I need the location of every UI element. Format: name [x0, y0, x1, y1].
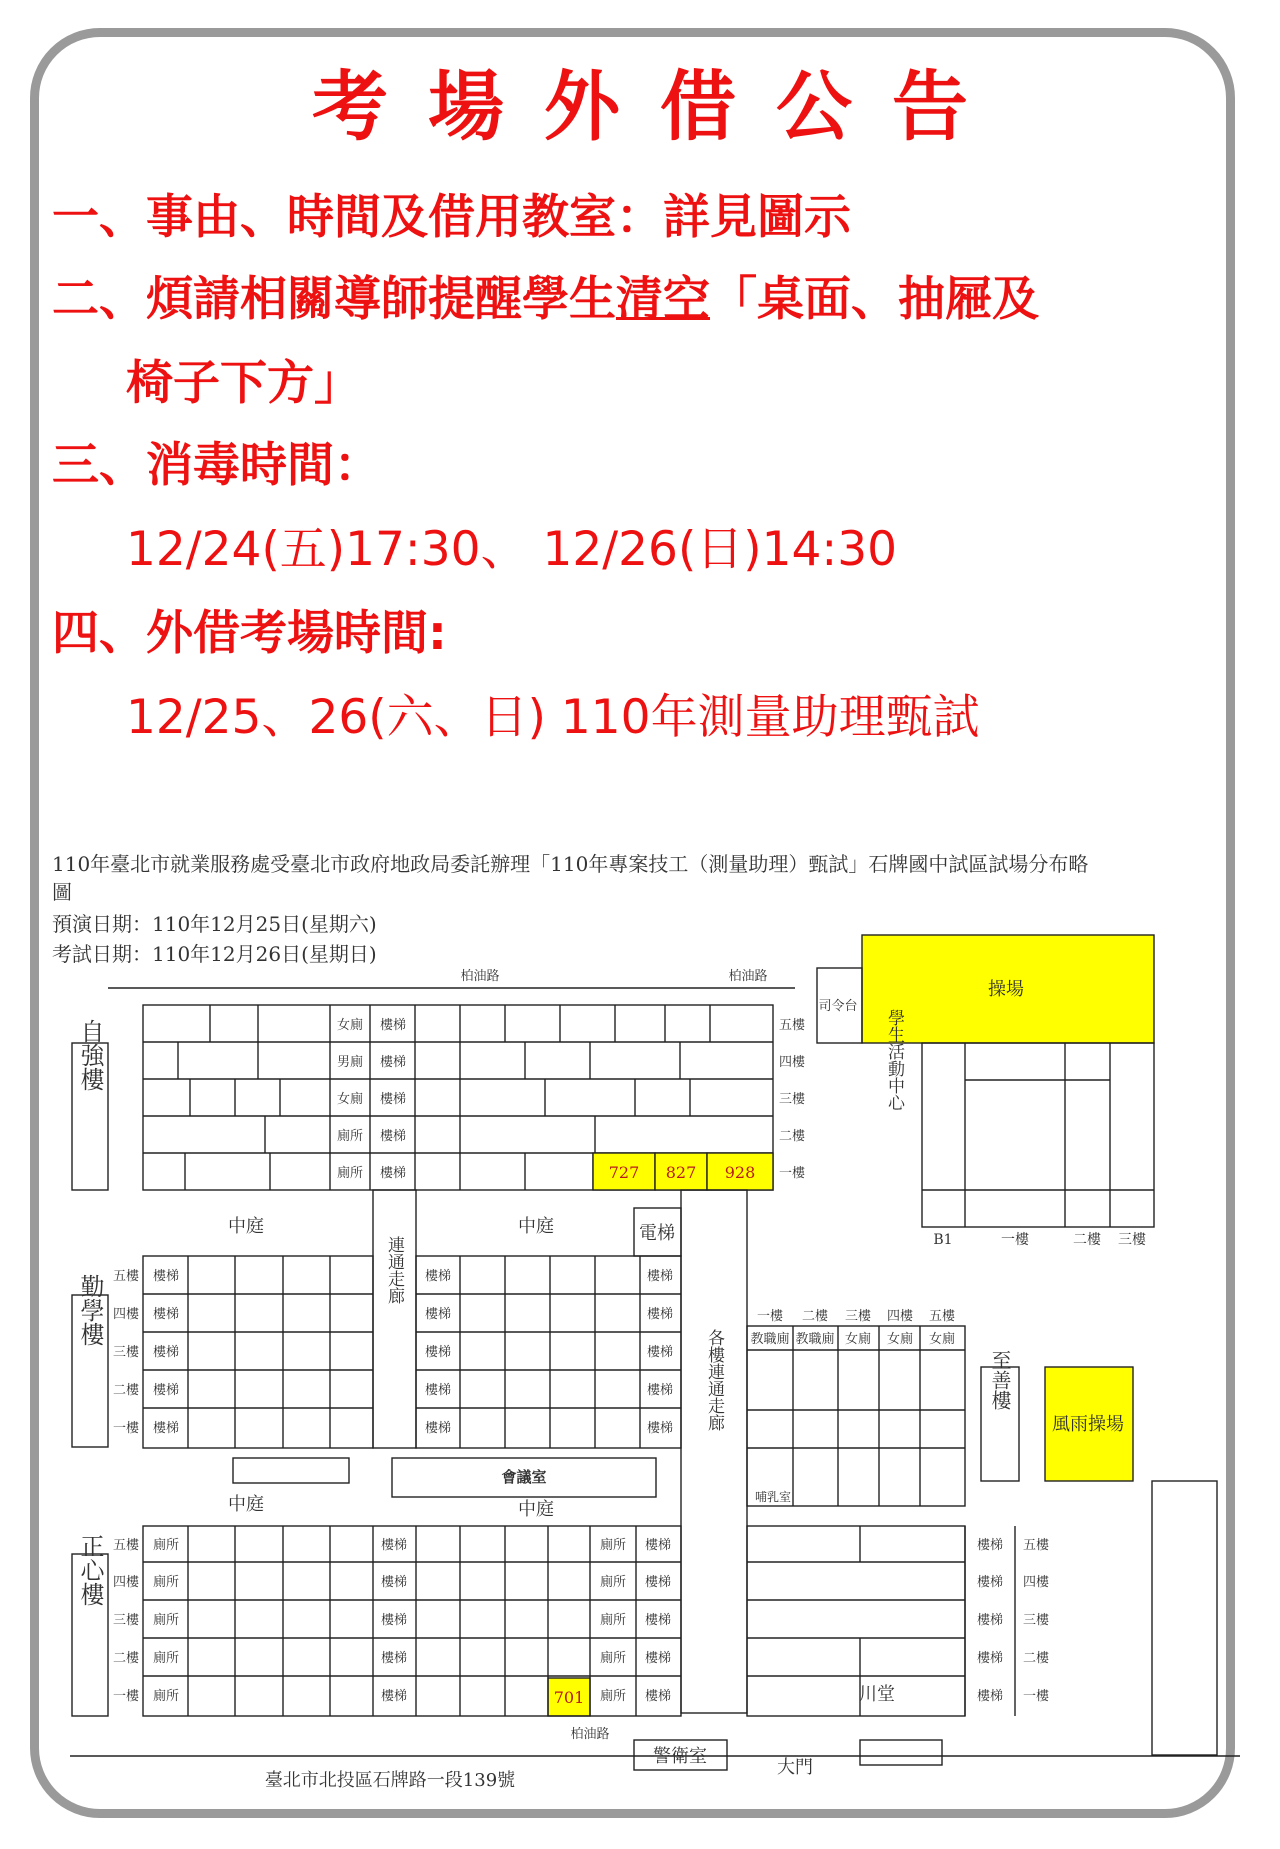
zx-floor-4: 四樓 [112, 1575, 140, 1590]
playground-label: 操場 [988, 979, 1024, 1000]
building-zhengxin-label: 正心樓 [76, 1534, 104, 1606]
zq-stairs-2: 樓梯 [379, 1129, 407, 1144]
exam-room-727-label: 727 [608, 1163, 640, 1182]
zx-toilet-b-4: 廁所 [599, 1575, 627, 1590]
zq-floor-4: 四樓 [778, 1055, 806, 1070]
meeting-room-label: 會議室 [501, 1468, 547, 1486]
notice-item-2-underlined: 清空 [616, 272, 710, 327]
command-stand-label: 司令台 [818, 999, 858, 1014]
zs-floor-5: 五樓 [928, 1309, 956, 1324]
zq-floor-2: 二樓 [778, 1129, 806, 1144]
notice-item-2-suffix: 「桌面、抽屜及 [710, 272, 1039, 327]
zq-toilet-4: 男廁 [336, 1055, 364, 1070]
zx-stairs-a-3: 樓梯 [380, 1613, 408, 1628]
zx-floor-r-5: 五樓 [1022, 1538, 1050, 1553]
qx-floor-5: 五樓 [112, 1269, 140, 1284]
qx-stairs-3: 樓梯 [152, 1345, 180, 1360]
zq-toilet-3: 女廁 [336, 1092, 364, 1107]
zs-women-toilet-5: 女廁 [928, 1332, 956, 1347]
qx-stairs-4: 樓梯 [152, 1307, 180, 1322]
qx-stairs-2: 樓梯 [152, 1383, 180, 1398]
qx-floor-3: 三樓 [112, 1345, 140, 1360]
zs-women-toilet-3: 女廁 [844, 1332, 872, 1347]
notice-title: 考場外借公告 [312, 62, 1008, 151]
notice-item-3: 三、消毒時間： [52, 438, 381, 493]
zx-toilet-b-2: 廁所 [599, 1651, 627, 1666]
notice-item-2-cont: 椅子下方」 [126, 356, 361, 411]
zx-toilet-b-1: 廁所 [599, 1689, 627, 1704]
sc-floor-3-label: 三樓 [1118, 1232, 1146, 1248]
rehearsal-date: 預演日期：110年12月25日(星期六) [52, 912, 377, 936]
courtyard-label-4: 中庭 [518, 1499, 554, 1520]
zx-stairs-a-4: 樓梯 [380, 1575, 408, 1590]
qx-floor-4: 四樓 [112, 1307, 140, 1322]
qx-floor-1: 一樓 [112, 1421, 140, 1436]
zq-floor-3: 三樓 [778, 1092, 806, 1107]
zx-floor-r-1: 一樓 [1022, 1689, 1050, 1704]
zx-floor-1: 一樓 [112, 1689, 140, 1704]
map-caption-line-2: 圖 [52, 880, 72, 904]
sc-b1-label: B1 [933, 1232, 953, 1248]
zs-staff-toilet-2: 教職廁 [795, 1332, 835, 1347]
qx-mid-stairs-5: 樓梯 [424, 1269, 452, 1284]
zs-women-toilet-4: 女廁 [886, 1332, 914, 1347]
zx-stairs-c-2: 樓梯 [976, 1651, 1004, 1666]
notice-item-1: 一、事由、時間及借用教室：詳見圖示 [52, 190, 851, 245]
zx-stairs-a-5: 樓梯 [380, 1538, 408, 1553]
main-gate-label: 大門 [777, 1757, 813, 1778]
qx-right-stairs-3: 樓梯 [646, 1345, 674, 1360]
zq-stairs-1: 樓梯 [379, 1166, 407, 1181]
zx-floor-3: 三樓 [112, 1613, 140, 1628]
qx-floor-2: 二樓 [112, 1383, 140, 1398]
zx-toilet-2: 廁所 [152, 1651, 180, 1666]
zx-stairs-a-1: 樓梯 [380, 1689, 408, 1704]
zx-toilet-3: 廁所 [152, 1613, 180, 1628]
zq-floor-1: 一樓 [778, 1166, 806, 1181]
student-center-label: 學生活動中心 [884, 1009, 904, 1111]
zx-floor-5: 五樓 [112, 1538, 140, 1553]
qx-mid-stairs-4: 樓梯 [424, 1307, 452, 1322]
zx-floor-r-2: 二樓 [1022, 1651, 1050, 1666]
nursing-room-label: 哺乳室 [754, 1490, 792, 1504]
zx-floor-2: 二樓 [112, 1651, 140, 1666]
sc-floor-2-label: 二樓 [1073, 1232, 1101, 1248]
zs-floor-2: 二樓 [801, 1309, 829, 1324]
zx-toilet-b-5: 廁所 [599, 1538, 627, 1553]
guard-room-label: 警衛室 [653, 1746, 707, 1767]
building-zhishan-label: 至善樓 [988, 1350, 1012, 1410]
qx-right-stairs-4: 樓梯 [646, 1307, 674, 1322]
zx-toilet-5: 廁所 [152, 1538, 180, 1553]
zq-stairs-3: 樓梯 [379, 1092, 407, 1107]
notice-item-3-times: 12/24(五)17:30、 12/26(日)14:30 [126, 522, 898, 577]
zx-stairs-b-5: 樓梯 [644, 1538, 672, 1553]
zs-floor-1: 一樓 [756, 1309, 784, 1324]
road-top-label-2: 柏油路 [728, 969, 768, 984]
notice-item-2-prefix: 二、煩請相關導師提醒學生 [52, 272, 616, 327]
elevator-label: 電梯 [639, 1223, 675, 1244]
zx-stairs-b-3: 樓梯 [644, 1613, 672, 1628]
corridor-each-label: 各樓連通走廊 [704, 1329, 724, 1431]
notice-item-4: 四、外借考場時間: [52, 606, 447, 661]
building-ziqiang-label: 自強樓 [76, 1019, 104, 1091]
zq-stairs-4: 樓梯 [379, 1055, 407, 1070]
rain-playground-label: 風雨操場 [1052, 1414, 1124, 1435]
qx-right-stairs-5: 樓梯 [646, 1269, 674, 1284]
road-bottom-label: 柏油路 [570, 1727, 610, 1742]
notice-item-4-times: 12/25、26(六、日) 110年測量助理甄試 [126, 690, 980, 745]
qx-mid-stairs-3: 樓梯 [424, 1345, 452, 1360]
zx-toilet-b-3: 廁所 [599, 1613, 627, 1628]
exam-room-928-label: 928 [724, 1163, 756, 1182]
exam-room-701-label: 701 [553, 1688, 585, 1707]
building-qinxue-label: 勤學樓 [76, 1274, 104, 1346]
qx-right-stairs-1: 樓梯 [646, 1421, 674, 1436]
zs-floor-4: 四樓 [886, 1309, 914, 1324]
zx-toilet-4: 廁所 [152, 1575, 180, 1590]
zq-floor-5: 五樓 [778, 1018, 806, 1033]
exam-date: 考試日期：110年12月26日(星期日) [52, 942, 377, 966]
zx-stairs-b-2: 樓梯 [644, 1651, 672, 1666]
zx-floor-r-4: 四樓 [1022, 1575, 1050, 1590]
zq-toilet-2: 廁所 [336, 1129, 364, 1144]
qx-mid-stairs-1: 樓梯 [424, 1421, 452, 1436]
road-top-label-1: 柏油路 [460, 969, 500, 984]
zx-toilet-1: 廁所 [152, 1689, 180, 1704]
zx-floor-r-3: 三樓 [1022, 1613, 1050, 1628]
zq-toilet-5: 女廁 [336, 1018, 364, 1033]
zx-stairs-c-4: 樓梯 [976, 1575, 1004, 1590]
courtyard-label-3: 中庭 [228, 1494, 264, 1515]
qx-mid-stairs-2: 樓梯 [424, 1383, 452, 1398]
qx-stairs-5: 樓梯 [152, 1269, 180, 1284]
exam-room-827-label: 827 [665, 1163, 697, 1182]
courtyard-label-2: 中庭 [518, 1216, 554, 1237]
zx-stairs-c-1: 樓梯 [976, 1689, 1004, 1704]
zx-stairs-a-2: 樓梯 [380, 1651, 408, 1666]
sc-floor-1-label: 一樓 [1001, 1232, 1029, 1248]
zs-floor-3: 三樓 [844, 1309, 872, 1324]
zx-stairs-c-5: 樓梯 [976, 1538, 1004, 1553]
zq-toilet-1: 廁所 [336, 1166, 364, 1181]
corridor-link-label: 連通走廊 [384, 1236, 404, 1304]
chuantang-label: 川堂 [859, 1684, 895, 1705]
map-caption-line-1: 110年臺北市就業服務處受臺北市政府地政局委託辦理「110年專案技工（測量助理）甄試」石牌國中試區試場分布略 [52, 852, 1089, 876]
zx-stairs-b-1: 樓梯 [644, 1689, 672, 1704]
qx-right-stairs-2: 樓梯 [646, 1383, 674, 1398]
qx-stairs-1: 樓梯 [152, 1421, 180, 1436]
zx-stairs-b-4: 樓梯 [644, 1575, 672, 1590]
courtyard-label-1: 中庭 [228, 1216, 264, 1237]
zq-stairs-5: 樓梯 [379, 1018, 407, 1033]
zs-staff-toilet-1: 教職廁 [750, 1332, 790, 1347]
zx-stairs-c-3: 樓梯 [976, 1613, 1004, 1628]
address-label: 臺北市北投區石牌路一段139號 [264, 1770, 516, 1791]
